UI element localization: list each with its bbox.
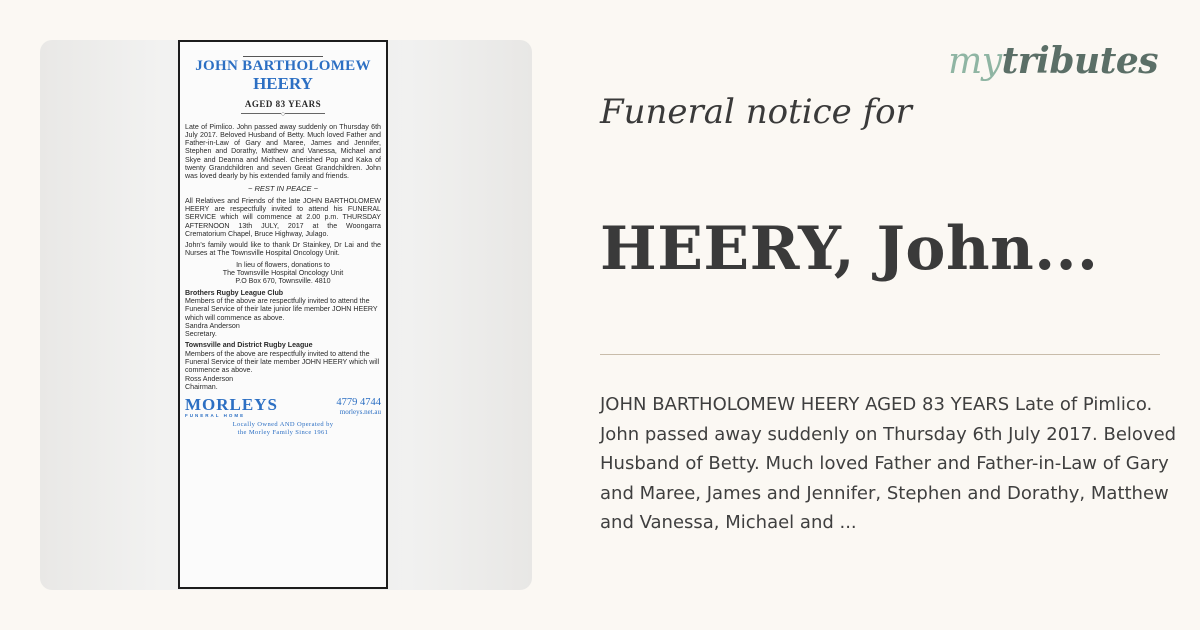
- notice-name-line1: JOHN BARTHOLOMEW: [195, 58, 371, 74]
- funeral-home-branding: [185, 397, 381, 418]
- rest-in-peace: ~ REST IN PEACE ~: [247, 183, 319, 193]
- club2-signatory: Ross Anderson: [185, 374, 234, 383]
- club1-body: Members of the above are respectfully invited to attend the Funeral Service of their late junior life member JOHN HEERY which will commence as above.: [185, 296, 378, 322]
- logo-part-tributes: tributes: [1001, 40, 1158, 82]
- notice-footer-line-1: Locally Owned AND Operated by: [232, 421, 334, 429]
- club1-signatory-role: Secretary.: [185, 330, 217, 339]
- notice-paragraph-2: All Relatives and Friends of the late JOHN BARTHOLOMEW HEERY are respectfully invited to attend his FUNERAL SERVICE which will commence at 2.00 p.m. THURSDAY AFTERNOON 13th JULY, 2017 at the Woongarra Crematorium Chapel, Bruce Highway, Julago.: [185, 196, 381, 238]
- notice-age: AGED 83 YEARS: [244, 98, 322, 109]
- page-subtitle: Funeral notice for: [600, 92, 912, 132]
- ornament-divider: ○: [185, 111, 381, 119]
- funeral-notice-scan: [178, 40, 388, 589]
- club1-signatory: Sandra Anderson: [185, 321, 240, 330]
- logo-part-my: my: [948, 41, 1002, 82]
- donations-line-2: The Townsville Hospital Oncology Unit: [222, 269, 344, 278]
- club2-signatory-role: Chairman.: [185, 382, 218, 391]
- funeral-home-logo: MORLEYS: [185, 395, 278, 415]
- notice-paragraph-1: Late of Pimlico. John passed away suddenly on Thursday 6th July 2017. Beloved Husband of Betty. Much loved Father and Father-in-Law of Gary and Maree, James and Jennifer, Stephen and Dorathy, Matthew and Vanessa, Michael and Skye and Deanna and Michael. Cherished Pop and Kaka of twenty Grandchildren and seven Great Grandchildren. John was loved dearly by his extended family and friends.: [185, 122, 381, 181]
- notice-image-panel: [40, 40, 532, 590]
- notice-name-line2: HEERY: [253, 73, 313, 93]
- funeral-home-sub: FUNERAL HOME: [185, 413, 246, 419]
- club1-title: Brothers Rugby League Club: [185, 288, 284, 297]
- club2-title: Townsville and District Rugby League: [185, 341, 313, 350]
- donations-line-1: In lieu of flowers, donations to: [236, 260, 330, 269]
- funeral-home-website: morleys.net.au: [339, 408, 381, 417]
- funeral-home-phone: 4779 4744: [336, 397, 381, 409]
- mytributes-logo[interactable]: [948, 40, 1158, 82]
- notice-footer-line-2: the Morley Family Since 1961: [237, 429, 329, 437]
- notice-excerpt: JOHN BARTHOLOMEW HEERY AGED 83 YEARS Late of Pimlico. John passed away suddenly on Thursday 6th July 2017. Beloved Husband of Betty. Much loved Father and Father-in-Law of Gary and Maree, James and Jennifer, Stephen and Dorathy, Matthew and Vanessa, Michael and ...: [600, 394, 1177, 533]
- notice-paragraph-3: John's family would like to thank Dr Stainkey, Dr Lai and the Nurses at The Townsville Hospital Oncology Unit.: [185, 241, 381, 258]
- donations-line-3: P.O Box 670, Townsville. 4810: [235, 277, 331, 286]
- club2-body: Members of the above are respectfully invited to attend the Funeral Service of their late member JOHN HEERY which will commence as above.: [185, 349, 380, 375]
- divider-line: [600, 354, 1160, 355]
- deceased-name-title: HEERY, John...: [600, 214, 1099, 284]
- notice-top-rule: [243, 56, 323, 57]
